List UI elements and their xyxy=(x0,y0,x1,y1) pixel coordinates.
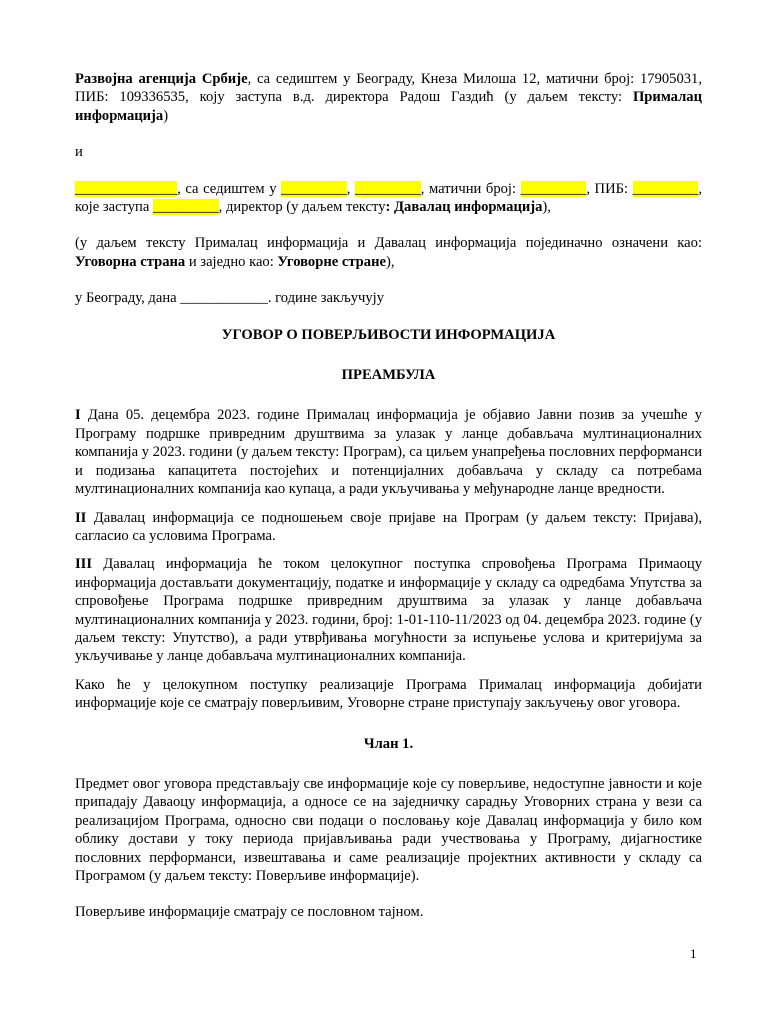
representative-blank: _________ xyxy=(152,199,219,216)
place-date-line: у Београду, дана ____________. године закључују xyxy=(75,290,385,307)
section-number-iii: III xyxy=(75,556,93,573)
preamble-closing: Како ће у целокупном поступку реализације Програма Прималац информација добијати информације које се сматрају поверљивим, Уговорне стране приступају закључењу овог уговора. xyxy=(75,676,702,712)
city-blank: _________ xyxy=(281,180,347,197)
registration-number-blank: _________ xyxy=(520,180,587,197)
party-2-paragraph: ______________, са седиштем у _________, _________, матични број: _________, ПИБ: _________, које заступа _________, директор (у даљем тексту: Давалац информација), xyxy=(75,180,702,216)
preamble-heading: ПРЕАМБУЛА xyxy=(341,367,436,384)
party-2-role: : Давалац информација xyxy=(385,199,543,216)
article-1-heading: Члан 1. xyxy=(363,735,414,752)
contracting-party-term: Уговорна страна xyxy=(75,253,186,270)
page-number: 1 xyxy=(690,946,697,961)
preamble-section-ii: II Давалац информација се подношењем своје пријаве на Програм (у даљем тексту: Пријава), сагласио са условима Програма. xyxy=(75,509,702,544)
party-1-paragraph: Развојна агенција Србије, са седиштем у Београду, Кнеза Милоша 12, матични број: 17905031, ПИБ: 109336535, коју заступа в.д. директора Радош Газдић (у даљем тексту: Прималац информација) xyxy=(75,71,702,124)
document-page xyxy=(75,70,702,922)
and-conjunction: и xyxy=(75,144,83,161)
preamble-section-iii: III Давалац информација ће током целокупног поступка спровођења Програма Примаоцу информација достављати документацију, податке и информације у складу са одредбама Упутства за спровођење Програма подршке привредним друштвима за улазак у ланце добављача мултинационалних компанија у 2023. години, број: 1-01-110-11/2023 од 04. децембра 2023. године (у даљем тексту: Упутство), а ради утврђивања могућности за испуњење услова и критеријума за укључивање у ланце добављача мултинационалних компанија. xyxy=(75,556,702,665)
parties-definition-paragraph: (у даљем тексту Прималац информација и Давалац информација појединачно означени као: Уговорна страна и заједно као: Уговорне стране), xyxy=(75,235,702,270)
section-number-i: I xyxy=(75,407,81,424)
party-1-role: Прималац информација xyxy=(75,89,702,124)
contracting-parties-term: Уговорне стране xyxy=(277,253,386,270)
party-1-name: Развојна агенција Србије xyxy=(75,71,248,87)
company-name-blank: ______________ xyxy=(75,180,178,197)
address-blank: _________ xyxy=(355,180,421,197)
article-1-paragraph-2: Поверљиве информације сматрају се пословном тајном. xyxy=(75,904,424,921)
contract-title: УГОВОР О ПОВЕРЉИВОСТИ ИНФОРМАЦИЈА xyxy=(221,326,556,343)
article-1-paragraph-1: Предмет овог уговора представљају све информације које су поверљиве, недоступне јавности и које припадају Даваоцу информација, а односе се на заједничку сарадњу Уговорних страна у вези са реализацијом Програма, односно сви подаци о пословању које Давалац информација у било ком облику достави у току периода пријављивања ради учествовања у Програму, дијагностике пословних перформанси, извештавања и саме реализације пројектних активности у складу са Програмом (у даљем тексту: Поверљиве информације). xyxy=(75,775,702,884)
section-number-ii: II xyxy=(75,509,87,526)
pib-blank: _________ xyxy=(632,180,699,197)
preamble-section-i: I Дана 05. децембра 2023. године Прималац информација је објавио Јавни позив за учешће у Програму подршке привредним друштвима за улазак у ланце добављача мултинационалних компанија у 2023. години (у даљем тексту: Програм), са циљем унапређења пословних перформанси и подизања капацитета постојећих и потенцијалних добављача у складу са потребама мултинационалних компанија као купаца, а ради укључивања у међународне ланце вредности. xyxy=(75,407,702,498)
